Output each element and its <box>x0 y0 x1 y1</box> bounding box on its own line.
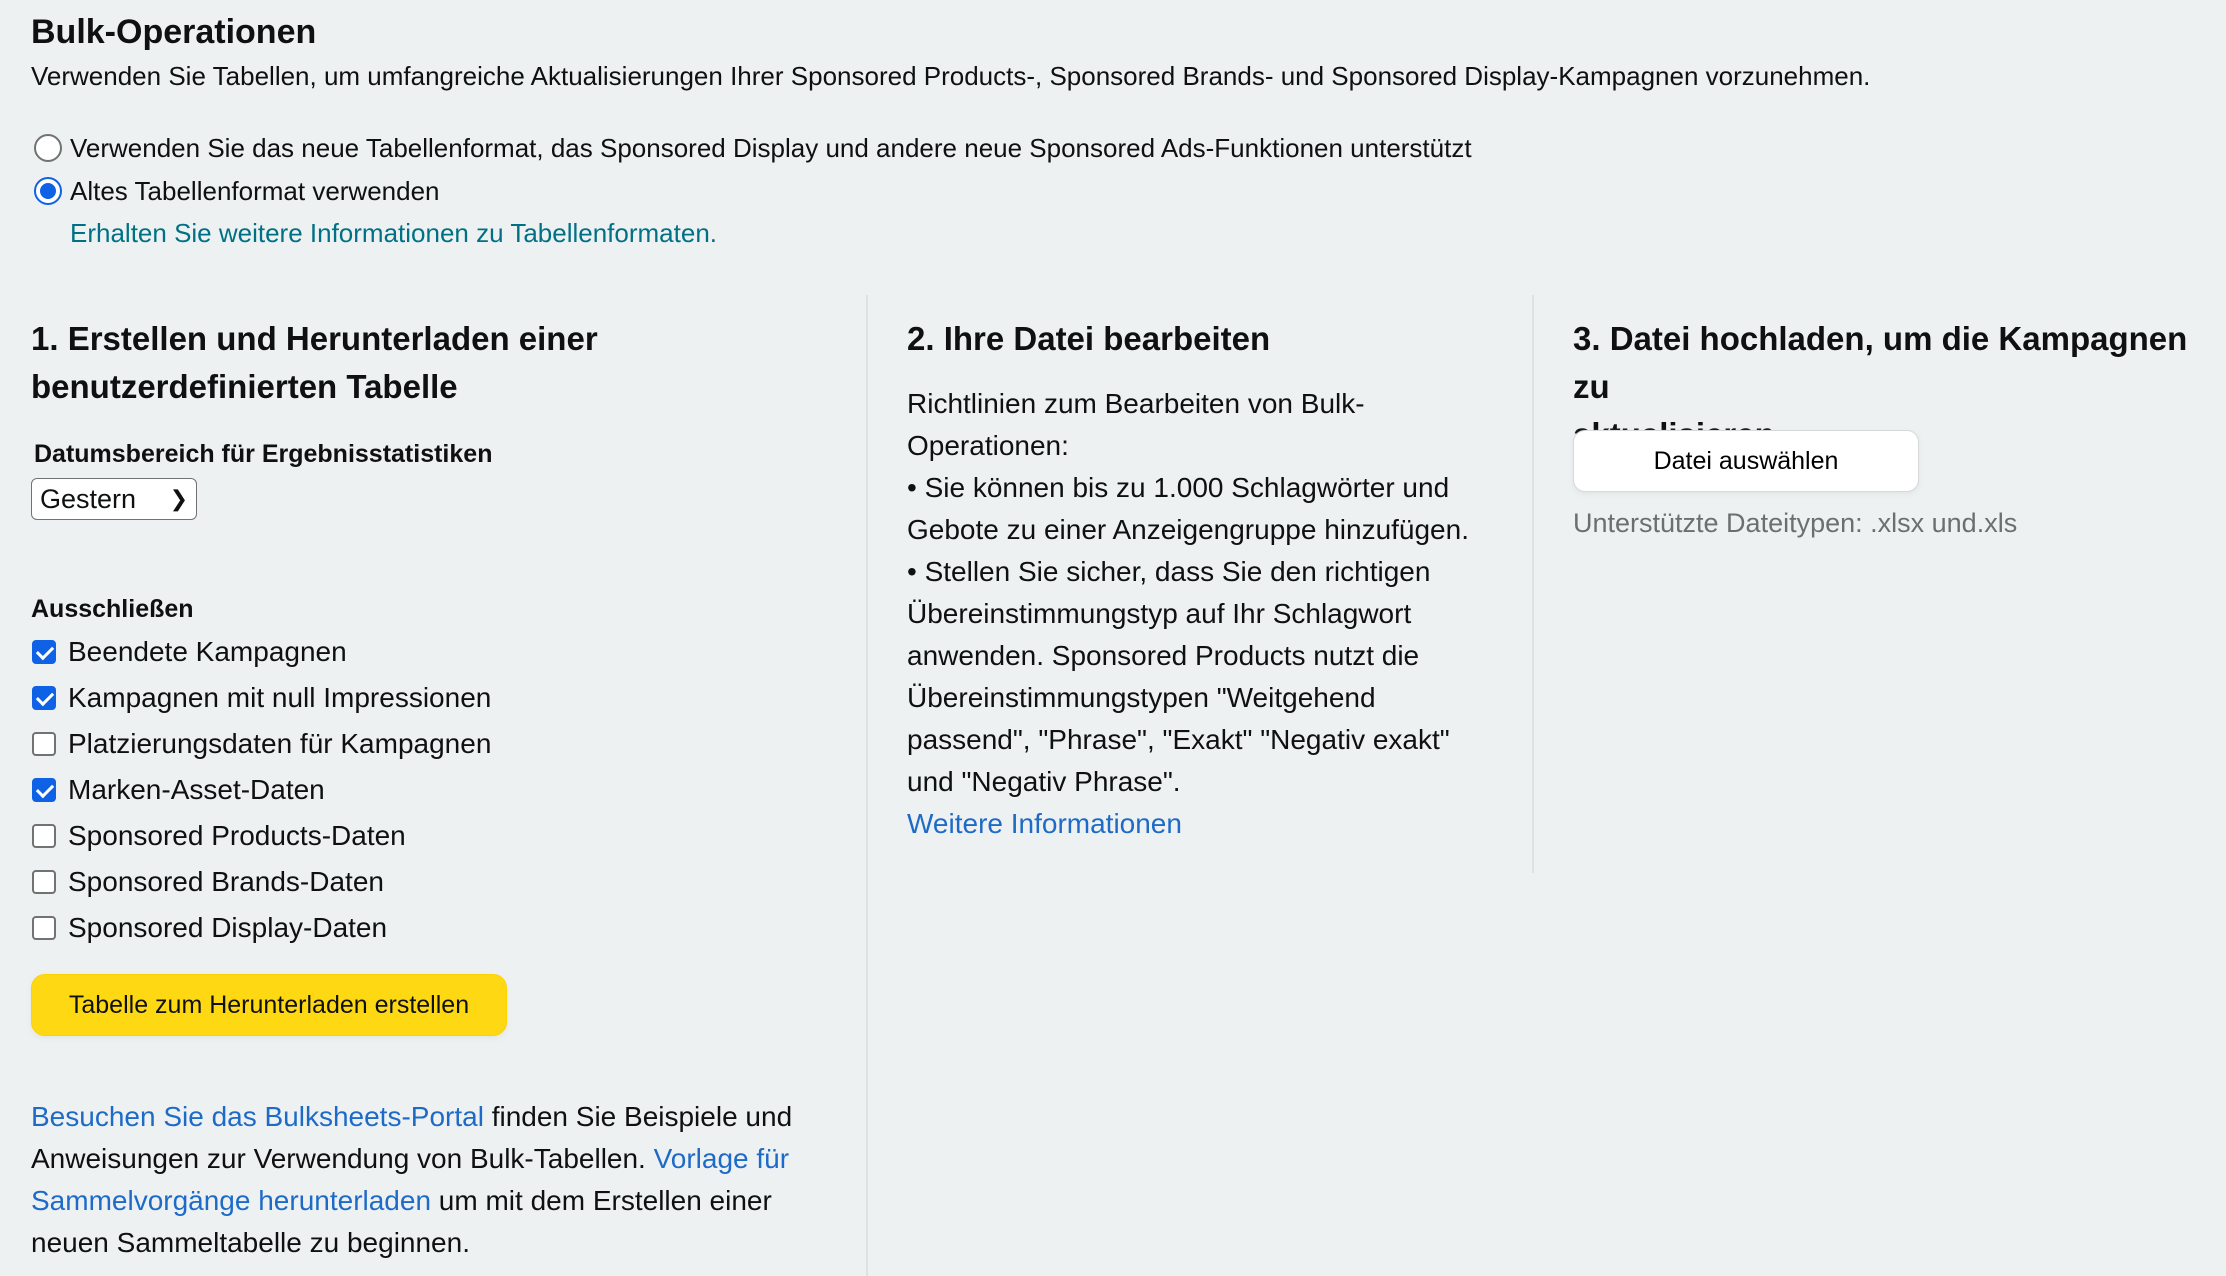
date-range-label: Datumsbereich für Ergebnisstatistiken <box>34 440 493 468</box>
chevron-down-icon: ❯ <box>169 486 188 511</box>
radio-old-format[interactable] <box>34 173 440 209</box>
page-title: Bulk-Operationen <box>31 13 317 51</box>
guidelines-line1: Richtlinien zum Bearbeiten von Bulk- <box>907 388 1365 419</box>
step2-title: 2. Ihre Datei bearbeiten <box>907 320 1271 357</box>
checkbox-label: Platzierungsdaten für Kampagnen <box>68 728 492 759</box>
step1-title-line1: 1. Erstellen und Herunterladen einer <box>31 320 598 357</box>
checkbox-placement-data[interactable] <box>32 724 491 764</box>
checkbox-control[interactable] <box>32 870 56 894</box>
date-range-select[interactable] <box>31 478 197 520</box>
checkbox-label: Sponsored Brands-Daten <box>68 866 384 897</box>
bulksheets-help-text <box>31 1096 831 1264</box>
step1-title-line2: benutzerdefinierten Tabelle <box>31 368 458 405</box>
checkbox-sponsored-brands[interactable] <box>32 862 384 902</box>
checkbox-sponsored-products[interactable] <box>32 816 406 856</box>
column-divider-1 <box>866 295 868 1276</box>
create-spreadsheet-button[interactable]: Tabelle zum Herunterladen erstellen <box>31 974 507 1036</box>
format-info-link[interactable]: Erhalten Sie weitere Informationen zu Tabellenformaten. <box>70 218 718 248</box>
edit-guidelines <box>907 383 1527 845</box>
step1-title <box>31 315 598 411</box>
date-range-value: Gestern <box>40 483 137 514</box>
exclude-label: Ausschließen <box>31 595 194 623</box>
help-text-part1: finden Sie Beispiele und Anweisungen zur Verwendung von Bulk-Tabellen. <box>31 1101 793 1174</box>
choose-file-button[interactable]: Datei auswählen <box>1573 430 1919 492</box>
bullet1-line2: Gebote zu einer Anzeigengruppe hinzufügen. <box>907 514 1469 545</box>
bullet2-line4: Übereinstimmungstypen "Weitgehend <box>907 682 1376 713</box>
checkbox-control[interactable] <box>32 916 56 940</box>
supported-file-types: Unterstützte Dateitypen: .xlsx und.xls <box>1573 508 2018 538</box>
bulksheets-portal-link[interactable]: Besuchen Sie das Bulksheets-Portal <box>31 1101 484 1132</box>
checkbox-control[interactable] <box>32 640 56 664</box>
checkbox-brand-asset-data[interactable] <box>32 770 325 810</box>
checkbox-ended-campaigns[interactable] <box>32 632 347 672</box>
checkbox-control[interactable] <box>32 778 56 802</box>
checkbox-control[interactable] <box>32 824 56 848</box>
bullet2-line6: und "Negativ Phrase". <box>907 766 1181 797</box>
checkbox-zero-impressions[interactable] <box>32 678 491 718</box>
checkbox-control[interactable] <box>32 732 56 756</box>
column-divider-2 <box>1532 295 1534 873</box>
checkbox-label: Sponsored Products-Daten <box>68 820 406 851</box>
checkbox-sponsored-display[interactable] <box>32 908 387 948</box>
bullet1-line1: • Sie können bis zu 1.000 Schlagwörter und <box>907 472 1450 503</box>
checkbox-label: Sponsored Display-Daten <box>68 912 388 943</box>
radio-old-format-label: Altes Tabellenformat verwenden <box>70 176 440 206</box>
bullet2-line2: Übereinstimmungstyp auf Ihr Schlagwort <box>907 598 1412 629</box>
checkbox-label: Marken-Asset-Daten <box>68 774 325 805</box>
bullet2-line3: anwenden. Sponsored Products nutzt die <box>907 640 1420 671</box>
more-info-link[interactable]: Weitere Informationen <box>907 808 1182 839</box>
page-subtitle: Verwenden Sie Tabellen, um umfangreiche Aktualisierungen Ihrer Sponsored Products-, Sponsored Brands- und Sponsored Display-Kampagnen vorzunehmen. <box>31 61 1871 91</box>
radio-new-format-control[interactable] <box>34 134 62 162</box>
guidelines-line2: Operationen: <box>907 430 1069 461</box>
checkbox-control[interactable] <box>32 686 56 710</box>
checkbox-label: Beendete Kampagnen <box>68 636 347 667</box>
bullet2-line5: passend", "Phrase", "Exakt" "Negativ exakt" <box>907 724 1450 755</box>
radio-new-format-label: Verwenden Sie das neue Tabellenformat, das Sponsored Display und andere neue Sponsored Ads-Funktionen unterstützt <box>70 133 1472 163</box>
radio-new-format[interactable] <box>34 130 1472 166</box>
download-template-link[interactable]: Vorlage für Sammelvorgänge herunterladen <box>31 1143 790 1216</box>
radio-old-format-control[interactable] <box>34 177 62 205</box>
step3-title-line1: 3. Datei hochladen, um die Kampagnen zu <box>1573 320 2188 405</box>
bullet2-line1: • Stellen Sie sicher, dass Sie den richtigen <box>907 556 1431 587</box>
help-text-part2: um mit dem Erstellen einer neuen Sammeltabelle zu beginnen. <box>31 1185 772 1258</box>
checkbox-label: Kampagnen mit null Impressionen <box>68 682 492 713</box>
